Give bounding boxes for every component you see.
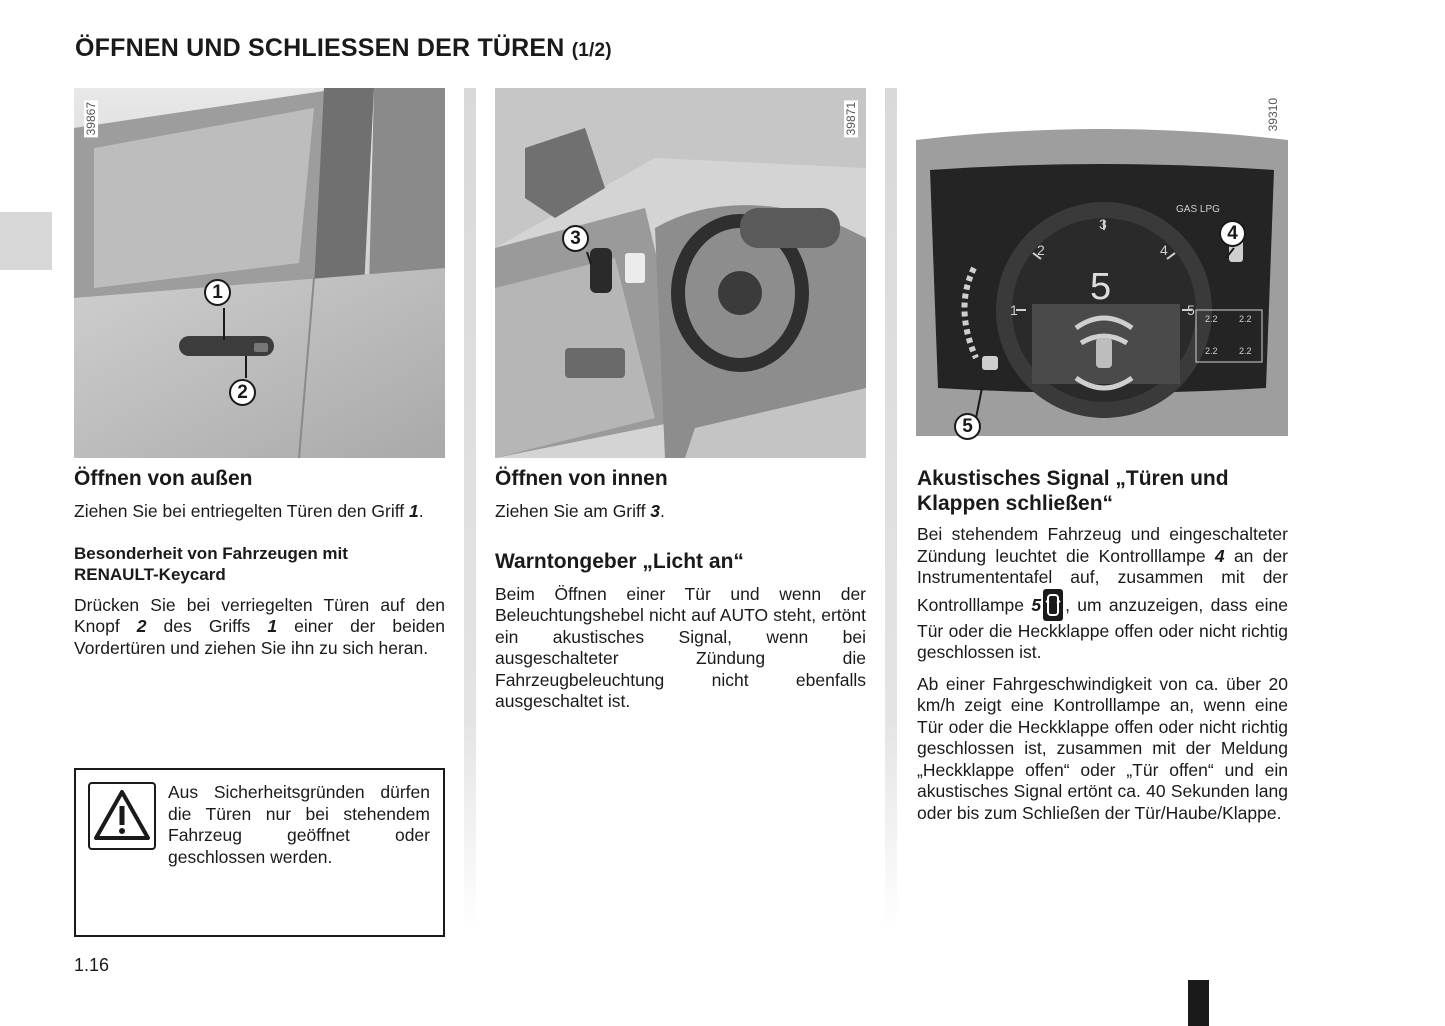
interior-illustration [495,88,866,458]
section-tab [0,212,52,270]
item-ref: 2 [136,616,147,636]
figure-number: 39871 [844,102,858,136]
figure-door-exterior [74,88,445,458]
heading-lights-on-warning: Warntongeber „Licht an“ [495,549,744,573]
gauge-tick: 1 [1010,302,1018,318]
heading-open-outside: Öffnen von außen [74,467,253,490]
gauge-tick: 4 [1160,242,1168,258]
column-1 [74,466,445,659]
column-separator [885,88,897,930]
title-main: ÖFFNEN UND SCHLIESSEN DER TÜREN [75,34,565,62]
paragraph: Ziehen Sie bei entriegelten Türen den Griff 1. [74,501,424,521]
figure-interior [495,88,866,458]
title-part: (1/2) [571,40,612,61]
fuel-type-label: GAS LPG [1176,204,1220,215]
instrument-cluster-illustration [916,88,1288,438]
warning-text: Aus Sicherheitsgründen dürfen die Türen nur bei stehendem Fahrzeug geöffnet oder geschlossen werden. [168,782,430,867]
gauge-tick: 5 [1187,302,1195,318]
item-ref: 3 [650,501,661,521]
paragraph: Drücken Sie bei verriegelten Türen auf den Knopf 2 des Griffs 1 einer der beiden Vordertüren und ziehen Sie ihn zu sich heran. [74,594,445,658]
callout-1: 1 [204,279,231,306]
heading-open-inside: Öffnen von innen [495,467,668,490]
figure-number: 39310 [1266,98,1280,132]
item-ref: 1 [408,501,419,521]
sensor-value: 2.2 [1205,314,1218,324]
gauge-tick: 3 [1099,216,1107,232]
subheading-keycard: Besonderheit von Fahrzeugen mit RENAULT-Keycard [74,543,348,584]
sensor-value: 2.2 [1239,346,1252,356]
gauge-tick: 2 [1037,242,1045,258]
column-2 [495,466,866,713]
item-ref: 5 [1031,594,1042,615]
item-ref: 4 [1214,545,1225,566]
warning-box [74,768,445,937]
paragraph: Ab einer Fahrgeschwindigkeit von ca. über 20 km/h zeigt eine Kontrolllampe an, wenn eine Tür oder die Heckklappe offen oder nicht richtig geschlossen ist, zusammen mit der Meldung „Heckklappe offen“ oder „Tür offen“ und ein akustisches Signal ertönt ca. 40 Sekunden lang oder bis zum Schließen der Tür/Haube/Klappe. [917,673,1288,823]
column-separator [464,88,476,930]
warning-icon [88,782,156,850]
page-edge-marker [1188,980,1209,1026]
paragraph: Beim Öffnen einer Tür und wenn der Beleuchtungshebel nicht auf AUTO steht, ertönt ein akustisches Signal, wenn bei ausgeschalteter Zündung die Fahrzeugbeleuchtung nicht ebenfalls ausgeschaltet ist. [495,583,866,711]
figure-number: 39867 [84,102,98,136]
sensor-value: 2.2 [1205,346,1218,356]
page-number: 1.16 [74,955,110,975]
sensor-value: 2.2 [1239,314,1252,324]
page-title [75,34,612,63]
callout-5: 5 [954,413,981,440]
heading-door-signal: Akustisches Signal „Türen und Klappen schließen“ [917,467,1229,515]
callout-2: 2 [229,379,256,406]
paragraph: Ziehen Sie am Griff 3. [495,501,665,521]
callout-3: 3 [562,225,589,252]
item-ref: 1 [267,616,278,636]
callout-4: 4 [1219,220,1246,247]
paragraph: Bei stehendem Fahrzeug und eingeschalteter Zündung leuchtet die Kontrolllampe 4 an der Instrumententafel auf, zusammen mit der Kontrolllampe 5 , um anzuzeigen, dass eine Tür oder die Heckklappe offen oder nicht richtig geschlossen ist. [917,524,1289,662]
figure-instrument-cluster [916,88,1288,438]
door-exterior-illustration [74,88,445,458]
column-3 [917,466,1288,824]
gear-indicator: 5 [1090,266,1112,308]
door-open-warning-icon [1043,589,1063,621]
